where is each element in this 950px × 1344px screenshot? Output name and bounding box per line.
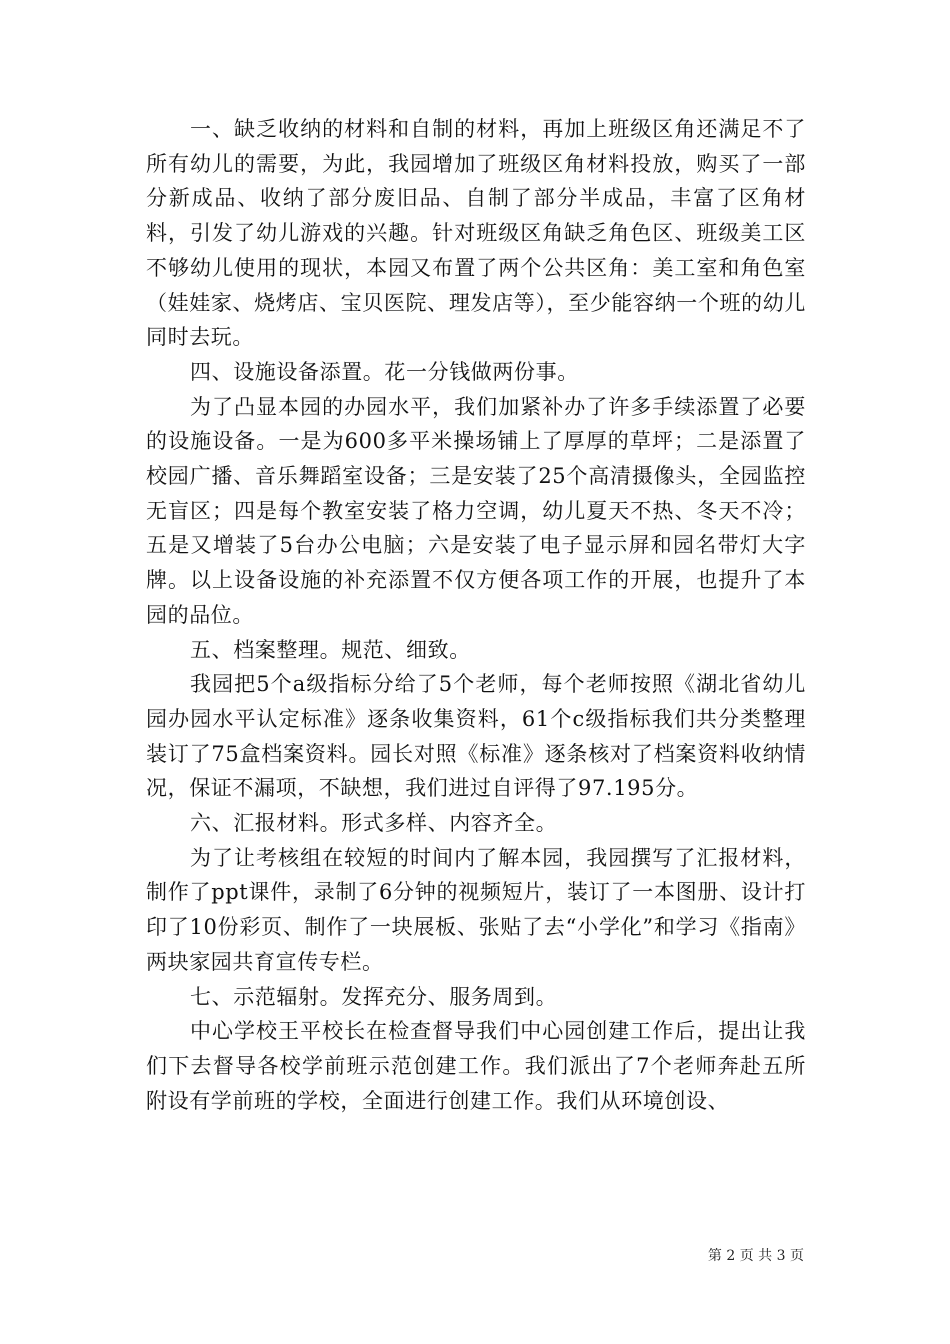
document-body xyxy=(146,112,806,1118)
paragraph-demonstration: 中心学校王平校长在检查督导我们中心园创建工作后，提出让我们下去督导各校学前班示范创建工作。我们派出了7个老师奔赴五所附设有学前班的学校，全面进行创建工作。我们从环境创设、 xyxy=(146,1019,806,1113)
heading-report-materials: 六、汇报材料。形式多样、内容齐全。 xyxy=(190,811,558,836)
heading-facilities: 四、设施设备添置。花一分钱做两份事。 xyxy=(190,359,579,384)
paragraph-materials: 一、缺乏收纳的材料和自制的材料，再加上班级区角还满足不了所有幼儿的需要，为此，我园增加了班级区角材料投放，购买了一部分新成品、收纳了部分废旧品、自制了部分半成品，丰富了区角材料，引发了幼儿游戏的兴趣。针对班级区角缺乏角色区、班级美工区不够幼儿使用的现状，本园又布置了两个公共区角：美工室和角色室（娃娃家、烧烤店、宝贝医院、理发店等），至少能容纳一个班的幼儿同时去玩。 xyxy=(146,117,806,350)
heading-demonstration: 七、示范辐射。发挥充分、服务周到。 xyxy=(190,984,558,1009)
heading-archives: 五、档案整理。规范、细致。 xyxy=(190,637,471,662)
paragraph-report-materials: 为了让考核组在较短的时间内了解本园，我园撰写了汇报材料，制作了ppt课件，录制了6分钟的视频短片，装订了一本图册、设计打印了10份彩页、制作了一块展板、张贴了去“小学化”和学习《指南》两块家园共育宣传专栏。 xyxy=(146,845,806,974)
paragraph-facilities: 为了凸显本园的办园水平，我们加紧补办了许多手续添置了必要的设施设备。一是为600多平米操场铺上了厚厚的草坪；二是添置了校园广播、音乐舞蹈室设备；三是安装了25个高清摄像头，全园监控无盲区；四是每个教室安装了格力空调，幼儿夏天不热、冬天不冷；五是又增装了5台办公电脑；六是安装了电子显示屏和园名带灯大字牌。以上设备设施的补充添置不仅方便各项工作的开展，也提升了本园的品位。 xyxy=(146,394,806,627)
page-number: 第 2 页 共 3 页 xyxy=(707,1248,804,1264)
paragraph-archives: 我园把5个a级指标分给了5个老师，每个老师按照《湖北省幼儿园办园水平认定标准》逐条收集资料，61个c级指标我们共分类整理装订了75盒档案资料。园长对照《标准》逐条核对了档案资料收纳情况，保证不漏项，不缺想，我们进过自评得了97.195分。 xyxy=(146,672,806,801)
